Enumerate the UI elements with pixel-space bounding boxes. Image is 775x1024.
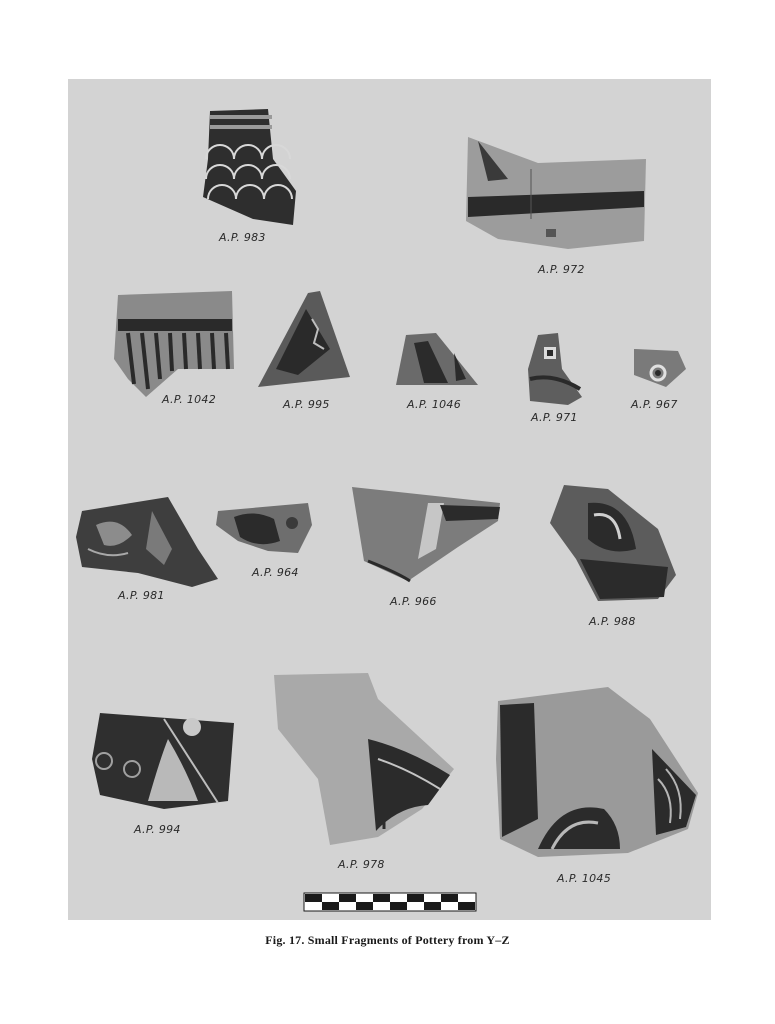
fragment-label: A.P. 981 (118, 589, 165, 602)
fragment-label: A.P. 994 (134, 823, 181, 836)
fragment-label: A.P. 978 (338, 858, 385, 871)
fragment-ap-964 (216, 503, 312, 553)
fragment-ap-978 (274, 673, 454, 845)
fragment-ap-972 (466, 137, 646, 249)
fragment-ap-995 (258, 291, 350, 387)
fragment-label: A.P. 967 (631, 398, 678, 411)
fragment-ap-988 (550, 485, 676, 601)
scale-bar (304, 893, 476, 911)
figure-caption: Fig. 17. Small Fragments of Pottery from Y–Z (265, 933, 510, 947)
fragment-label: A.P. 972 (538, 263, 585, 276)
fragment-label: A.P. 1045 (557, 872, 612, 885)
fragment-label: A.P. 995 (283, 398, 330, 411)
fragment-label: A.P. 1042 (162, 393, 217, 406)
fragment-label: A.P. 964 (252, 566, 299, 579)
fragment-ap-967 (634, 349, 686, 387)
fragment-label: A.P. 971 (531, 411, 578, 424)
fragment-ap-994 (92, 713, 234, 809)
fragments-photograph (68, 79, 711, 920)
fragment-ap-983 (203, 109, 296, 225)
fragment-label: A.P. 983 (219, 231, 266, 244)
fragment-label: A.P. 988 (589, 615, 636, 628)
fragment-ap-981 (76, 497, 218, 587)
fragment-ap-1046 (396, 333, 478, 385)
photo-plate (68, 79, 711, 920)
fragment-label: A.P. 966 (390, 595, 437, 608)
fragment-ap-966 (352, 487, 500, 581)
fragment-ap-1045 (496, 687, 698, 857)
fragment-ap-1042 (114, 291, 234, 397)
fragment-ap-971 (528, 333, 582, 405)
fragment-label: A.P. 1046 (407, 398, 462, 411)
